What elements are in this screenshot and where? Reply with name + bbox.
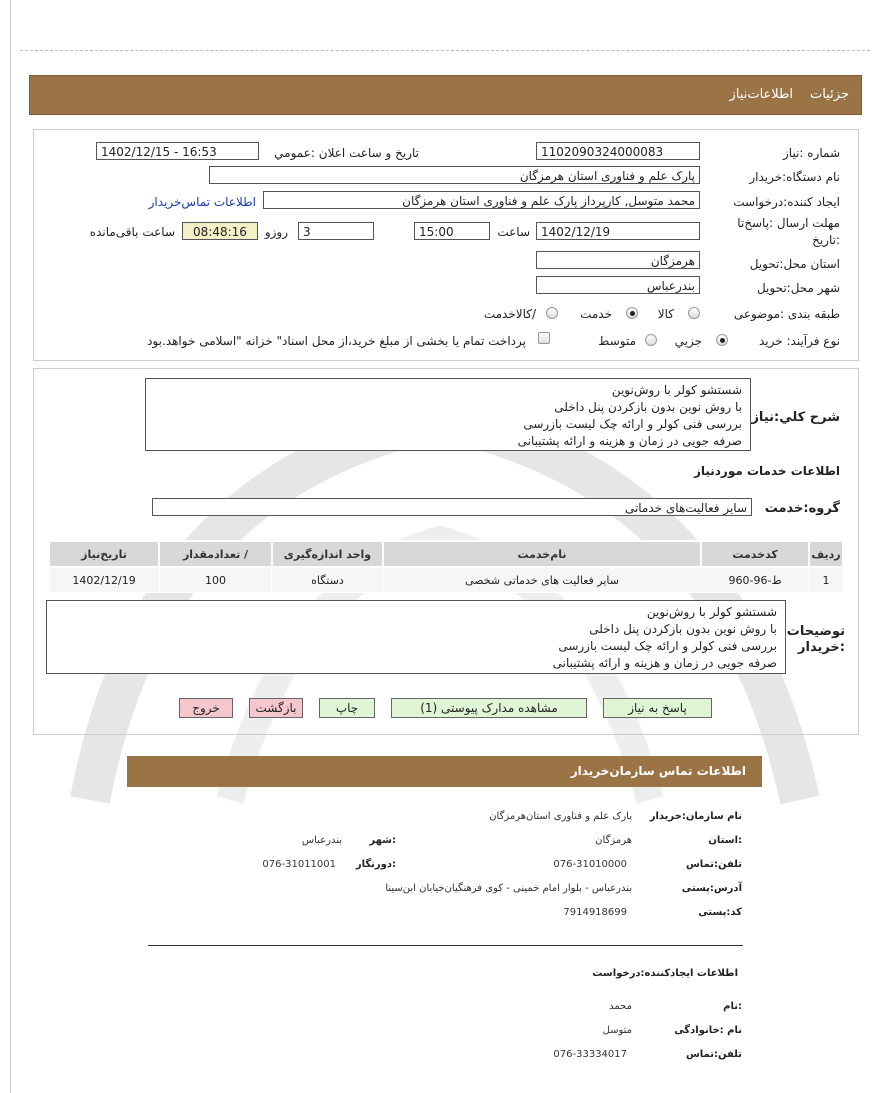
announce-label: تاریخ و ساعت اعلان :عمومي	[274, 146, 419, 160]
need-number-label: شماره :نیاز	[783, 146, 840, 160]
description-label: شرح کلي:نياز	[751, 410, 840, 425]
org-fax-label: :دورنگار	[355, 859, 396, 870]
org-fax-value: 076-31011001	[262, 859, 336, 870]
creator-first-value: محمد	[609, 1001, 632, 1012]
description-line: صرفه جویی در زمان و هزینه و ارائه پشتیبانی	[517, 434, 742, 448]
category-service-label: خدمت	[580, 307, 612, 321]
service-group-label: گروه:خدمت	[764, 501, 840, 516]
buyer-notes-line: شستشو کولر با روش‌نوین	[646, 605, 777, 619]
top-divider	[20, 50, 870, 51]
table-header-row	[49, 541, 843, 567]
deadline-label: مهلت ارسال :پاسخ‌تا	[737, 216, 840, 230]
days-label: روزو	[264, 225, 288, 239]
time-label: ساعت	[497, 225, 530, 239]
col-unit: واحد اندازه‌گیری	[272, 541, 383, 567]
buyer-notes-line: صرفه جویی در زمان و هزینه و ارائه پشتیبانی	[552, 656, 777, 670]
org-contact-title: اطلاعات تماس سازمان‌خریدار	[570, 764, 746, 778]
need-number-field: 1102090324000083	[536, 142, 700, 160]
col-service-name: نام‌خدمت	[383, 541, 701, 567]
creator-phone-value: 076-33334017	[553, 1049, 627, 1060]
creator-first-label: :نام	[723, 1001, 742, 1012]
reply-button[interactable]: پاسخ به نیاز	[603, 698, 712, 718]
org-city-label: :شهر	[369, 835, 396, 846]
col-service-code: کدخدمت	[701, 541, 809, 567]
buyer-field: پارک علم و فناوری استان هرمزگان	[209, 166, 700, 184]
cell-service-name: سایر فعالیت های خدماتی شخصی	[383, 567, 701, 593]
treasury-payment-note: پرداخت تمام یا بخشی از مبلغ خرید،از محل اسناد" خزانه "اسلامی خواهد.بود	[147, 334, 526, 348]
description-line: با روش نوین بدون بازکردن پنل داخلی	[554, 400, 742, 414]
cell-unit: دستگاه	[272, 567, 383, 593]
description-line: بررسی فنی کولر و ارائه چک لیست بازرسی	[523, 417, 742, 431]
buyer-contact-link[interactable]: اطلاعات تماس‌خريدار	[148, 195, 256, 209]
category-service-radio[interactable]	[626, 307, 638, 319]
remaining-label: ساعت باقی‌مانده	[89, 225, 175, 239]
creator-last-label: نام :خانوادگی	[674, 1025, 742, 1036]
org-name-value: پارک علم و فناوری استان‌هرمزگان	[489, 811, 632, 822]
need-info-panel	[33, 129, 859, 361]
service-group-field: سایر فعالیت‌های خدماتی	[152, 498, 752, 516]
process-medium-label: متوسط	[598, 334, 636, 348]
treasury-payment-checkbox[interactable]	[538, 332, 550, 344]
creator-info-title: اطلاعات ایجادکننده:درخواست	[592, 968, 738, 979]
org-address-value: بندرعباس - بلوار امام خمینی - کوی فرهنگیان‌خیابان ابن‌سینا	[385, 883, 632, 894]
tab-need-info[interactable]: اطلاعات‌نیاز	[729, 87, 793, 102]
cell-quantity: 100	[159, 567, 272, 593]
category-goods-label: کالا	[657, 307, 674, 321]
deadline-date-field: 1402/12/19	[536, 222, 700, 240]
org-name-label: نام سازمان:خریدار	[649, 811, 742, 822]
process-minor-label: جزيي	[674, 334, 702, 348]
creator-phone-label: تلفن:تماس	[685, 1049, 742, 1060]
org-phone-value: 076-31010000	[553, 859, 627, 870]
org-contact-header	[127, 756, 762, 787]
back-button[interactable]: بازگشت	[249, 698, 303, 718]
org-city-value: بندرعباس	[301, 835, 342, 846]
org-postal-label: کد:پستی	[698, 907, 742, 918]
org-province-label: :استان	[708, 835, 742, 846]
description-textbox	[145, 378, 751, 451]
process-label: نوع فرآیند: خرید	[759, 334, 840, 348]
days-field: 3	[298, 222, 374, 240]
category-goods-radio[interactable]	[688, 307, 700, 319]
services-title: اطلاعات خدمات موردنیاز	[693, 464, 840, 478]
remaining-time-field: 08:48:16	[182, 222, 258, 240]
services-table	[48, 540, 844, 593]
org-address-label: آدرس:پستی	[681, 883, 742, 894]
creator-label: ایجاد کننده:درخواست	[733, 195, 840, 209]
section-divider	[148, 945, 743, 946]
buyer-notes-label-2: :خریدار	[798, 640, 845, 655]
col-row-number: ردیف	[809, 541, 843, 567]
view-attachments-button[interactable]: مشاهده مدارک پیوستی (1)	[391, 698, 587, 718]
deadline-label-2: :تاريخ	[812, 233, 840, 247]
cell-need-date: 1402/12/19	[49, 567, 159, 593]
city-field: بندرعباس	[536, 276, 700, 294]
process-minor-radio[interactable]	[716, 334, 728, 346]
province-label: استان محل:تحویل	[749, 257, 840, 271]
print-button[interactable]: چاپ	[319, 698, 375, 718]
left-border	[10, 0, 11, 1093]
creator-field: محمد متوسل, کارپرداز پارک علم و فناوری استان هرمزگان	[263, 191, 700, 209]
process-medium-radio[interactable]	[645, 334, 657, 346]
category-both-label: /کالاخدمت	[483, 307, 536, 321]
province-field: هرمزگان	[536, 251, 700, 269]
description-line: شستشو کولر با روش‌نوین	[611, 383, 742, 397]
cell-row-number: 1	[809, 567, 843, 593]
creator-last-value: متوسل	[602, 1025, 632, 1036]
buyer-notes-line: بررسی فنی کولر و ارائه چک لیست بازرسی	[558, 639, 777, 653]
cell-service-code: ط-96-960	[701, 567, 809, 593]
announce-field: 1402/12/15 - 16:53	[96, 142, 259, 160]
page-header	[29, 75, 862, 115]
exit-button[interactable]: خروج	[179, 698, 233, 718]
col-quantity: / تعدادمقدار	[159, 541, 272, 567]
buyer-label: نام دستگاه:خريدار	[749, 170, 840, 184]
org-province-value: هرمزگان	[595, 835, 632, 846]
category-label: طبقه بندی :موضوعی	[733, 307, 840, 321]
deadline-time-field: 15:00	[414, 222, 490, 240]
buyer-notes-textbox	[46, 600, 786, 674]
org-phone-label: تلفن:تماس	[685, 859, 742, 870]
category-both-radio[interactable]	[546, 307, 558, 319]
col-need-date: تاریخ‌نیاز	[49, 541, 159, 567]
buyer-notes-label: توضیحات	[786, 624, 845, 639]
tab-details[interactable]: جزئیات	[810, 87, 849, 102]
city-label: شهر محل:تحویل	[756, 281, 840, 295]
org-postal-value: 7914918699	[563, 907, 627, 918]
table-row	[49, 567, 843, 593]
buyer-notes-line: با روش نوین بدون بازکردن پنل داخلی	[589, 622, 777, 636]
